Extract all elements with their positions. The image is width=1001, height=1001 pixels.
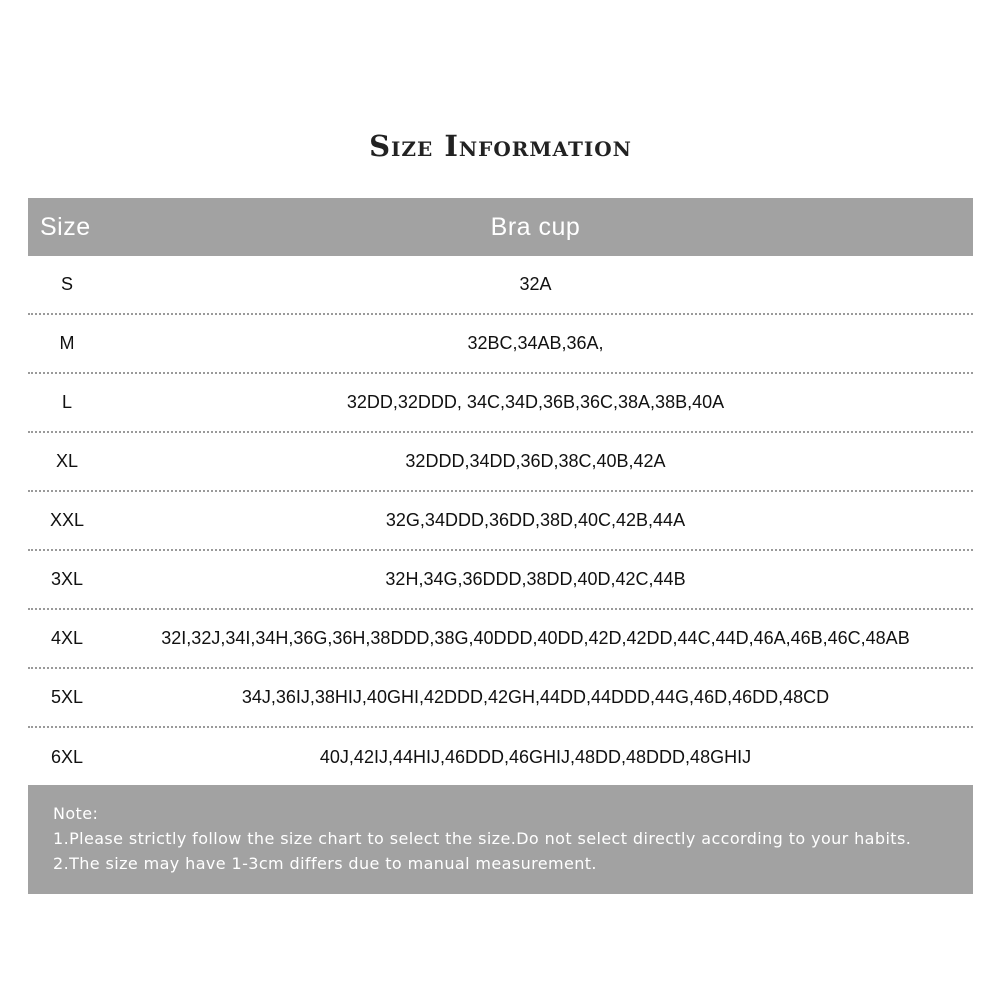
- bra-cup-cell: 32DD,32DDD, 34C,34D,36B,36C,38A,38B,40A: [346, 392, 725, 412]
- table-row: [28, 492, 973, 551]
- bra-cup-cell: 32A: [519, 274, 552, 294]
- bra-cup-cell: 32I,32J,34I,34H,36G,36H,38DDD,38G,40DDD,40DD,42D,42DD,44C,44D,46A,46B,46C,48AB: [161, 628, 910, 648]
- bra-cup-cell: 40J,42IJ,44HIJ,46DDD,46GHIJ,48DD,48DDD,48GHIJ: [319, 747, 752, 767]
- table-row: [28, 256, 973, 315]
- note-line-2: 2.The size may have 1-3cm differs due to manual measurement.: [53, 854, 597, 873]
- table-row: [28, 728, 973, 787]
- page-title: Size Information: [369, 129, 632, 163]
- size-cell: 4XL: [50, 628, 84, 648]
- size-cell: XXL: [49, 510, 85, 530]
- note-box: [28, 785, 973, 894]
- size-cell: L: [61, 392, 72, 412]
- size-cell: 6XL: [50, 747, 84, 767]
- bra-cup-cell: 34J,36IJ,38HIJ,40GHI,42DDD,42GH,44DD,44DDD,44G,46D,46DD,48CD: [241, 687, 830, 707]
- bra-cup-cell: 32DDD,34DD,36D,38C,40B,42A: [405, 451, 666, 471]
- bra-cup-cell: 32H,34G,36DDD,38DD,40D,42C,44B: [385, 569, 686, 589]
- header-size: Size: [40, 212, 91, 241]
- size-cell: 3XL: [50, 569, 84, 589]
- size-cell: XL: [55, 451, 79, 471]
- bra-cup-cell: 32BC,34AB,36A,: [467, 333, 604, 353]
- table-row: [28, 610, 973, 669]
- table-row: [28, 315, 973, 374]
- table-row: [28, 374, 973, 433]
- size-cell: 5XL: [50, 687, 84, 707]
- bra-cup-cell: 32G,34DDD,36DD,38D,40C,42B,44A: [385, 510, 686, 530]
- note-line-1: 1.Please strictly follow the size chart to select the size.Do not select directly according to your habits.: [53, 829, 912, 848]
- size-table: [28, 198, 973, 787]
- size-cell: S: [60, 274, 73, 294]
- table-row: [28, 669, 973, 728]
- size-cell: M: [59, 333, 75, 353]
- table-header: [28, 198, 973, 256]
- table-row: [28, 433, 973, 492]
- note-heading: Note:: [53, 804, 99, 823]
- table-body: [28, 256, 973, 787]
- header-bra-cup: Bra cup: [490, 212, 581, 241]
- table-row: [28, 551, 973, 610]
